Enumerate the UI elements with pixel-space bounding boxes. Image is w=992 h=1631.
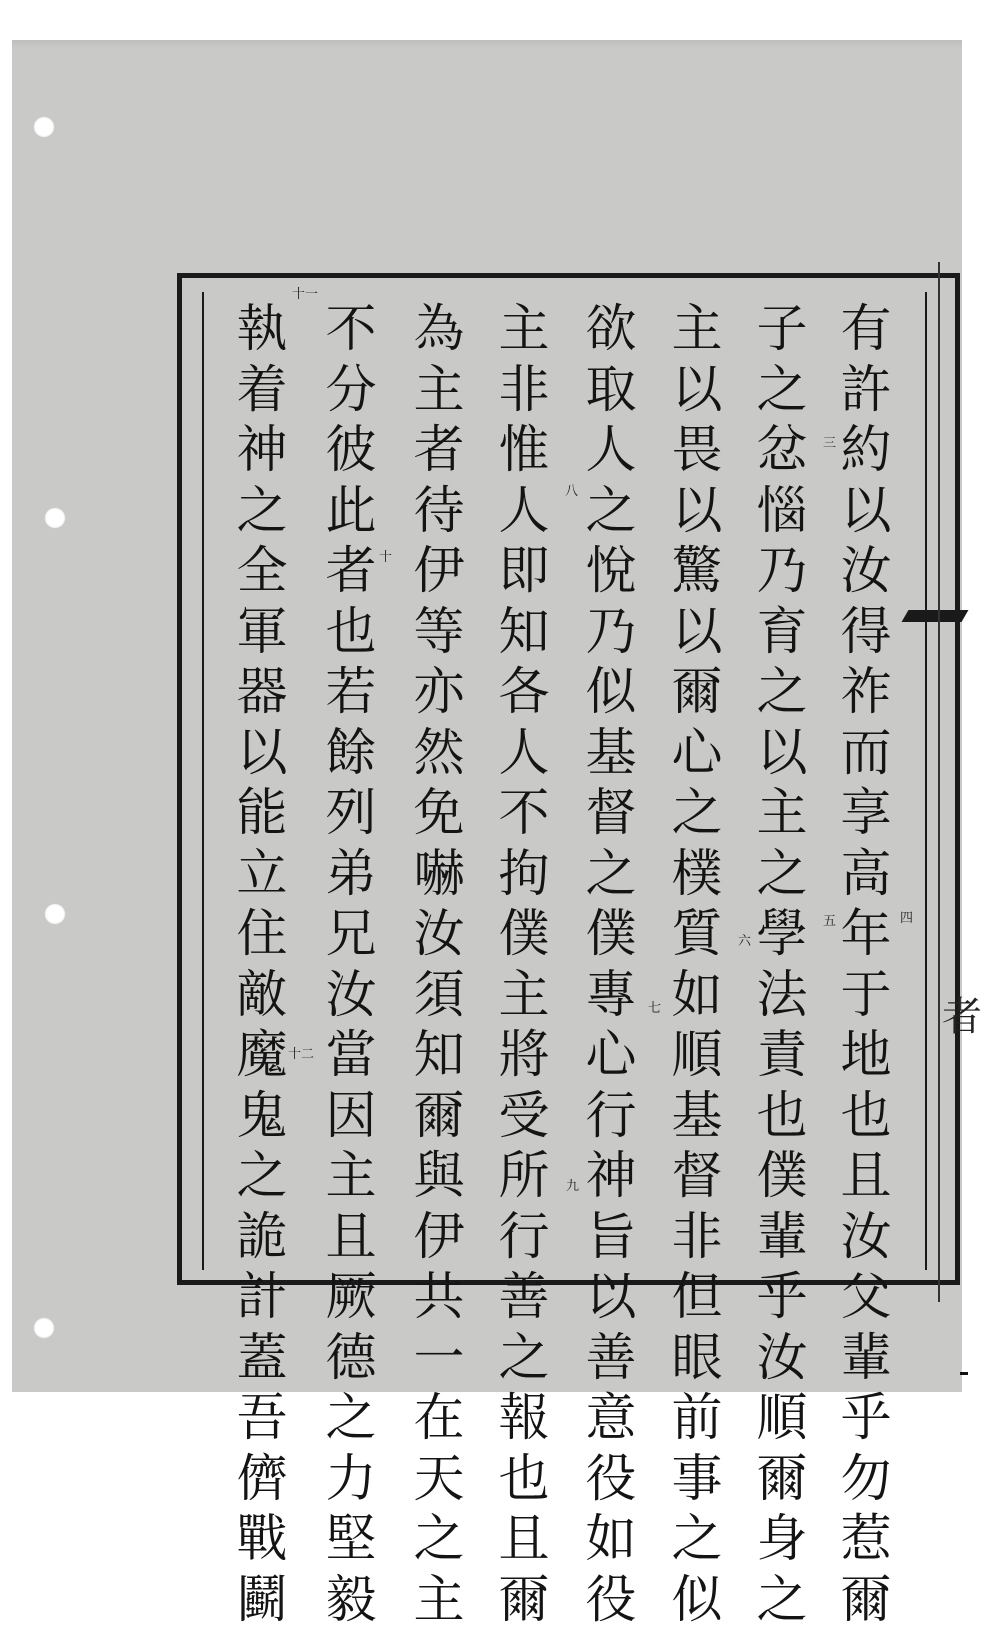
- verse-number: 六: [738, 934, 752, 949]
- text-frame-inner-rule: [202, 292, 927, 1270]
- verse-number: 三: [823, 436, 837, 451]
- punch-hole: [33, 1317, 55, 1339]
- scan-edge-shadow: [12, 40, 962, 48]
- verse-number: 十: [379, 550, 393, 565]
- text-column-7: 不分彼此者也若餘列弟兄汝當因主且厥德之力堅毅: [325, 300, 377, 1630]
- text-column-8: 執着神之全軍器以能立住敵魔鬼之詭計蓋吾儕戰鬬: [236, 300, 288, 1630]
- verse-number: 八: [565, 484, 579, 499]
- text-column-2: 子之忿惱乃育之以主之學法責也僕輩乎汝順爾身之: [756, 300, 808, 1630]
- verse-number: 七: [648, 1001, 662, 1016]
- punch-hole: [33, 116, 55, 138]
- adjacent-page-glyph: 者: [942, 994, 982, 1040]
- text-column-3: 主以畏以驚以爾心之樸質如順基督非但眼前事之似: [671, 300, 723, 1630]
- edge-mark: [960, 1372, 968, 1375]
- verse-number: 九: [566, 1179, 580, 1194]
- verse-number: 十二: [288, 1047, 315, 1062]
- verse-number: 五: [823, 914, 837, 929]
- text-column-1: 有許約以汝得祚而享高年于地也且汝父輩乎勿惹爾: [840, 300, 892, 1630]
- adjacent-page-edge: [938, 262, 982, 1302]
- verse-number: 四: [900, 911, 914, 926]
- text-column-5: 主非惟人即知各人不拘僕主將受所行善之報也且爾: [498, 300, 550, 1630]
- text-column-4: 欲取人之悅乃似基督之僕專心行神旨以善意役如役: [585, 300, 637, 1630]
- punch-hole: [44, 507, 66, 529]
- verse-number: 十一: [292, 287, 319, 302]
- text-column-6: 為主者待伊等亦然免嚇汝須知爾與伊共一在天之主: [413, 300, 465, 1630]
- punch-hole: [44, 903, 66, 925]
